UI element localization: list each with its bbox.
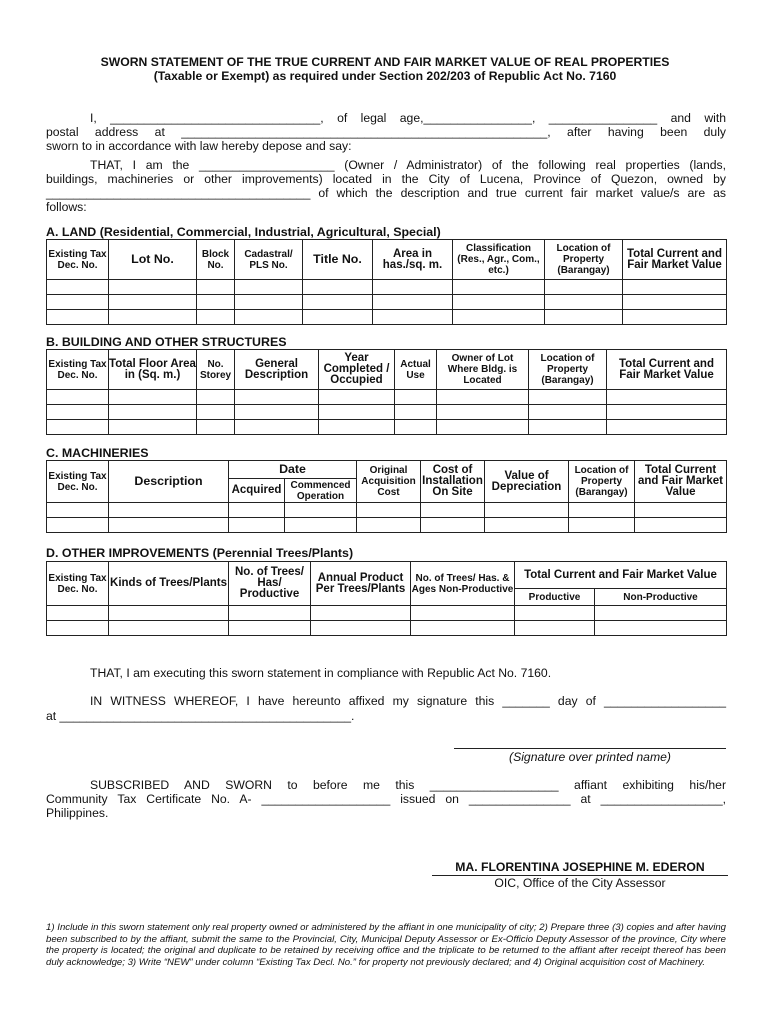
land-row[interactable] xyxy=(47,295,727,310)
form-subtitle: (Taxable or Exempt) as required under Section 202/203 of Republic Act No. 7160 xyxy=(153,69,617,83)
other-col-total-value: Total Current and Fair Market Value xyxy=(515,562,727,589)
witness-line-2[interactable]: at ___________________________________________. xyxy=(46,709,355,723)
compliance-statement: THAT, I am executing this sworn statement in compliance with Republic Act No. 7160. xyxy=(90,666,552,680)
machinery-row[interactable] xyxy=(47,518,727,533)
mach-col-location: Location of Property (Barangay) xyxy=(569,461,635,503)
other-col-nonproductive-no: No. of Trees/ Has. & Ages Non-Productive xyxy=(411,562,515,606)
section-d-heading: D. OTHER IMPROVEMENTS (Perennial Trees/Plants) xyxy=(46,546,354,560)
land-col-title: Title No. xyxy=(303,240,373,280)
land-row[interactable] xyxy=(47,280,727,295)
subscribed-line-2[interactable]: Community Tax Certificate No. A- ___________________ issued on _______________ at __________________, xyxy=(46,792,726,806)
subscribed-line-1[interactable]: SUBSCRIBED AND SWORN to before me this ___________________ affiant exhibiting his/her xyxy=(90,778,726,792)
mach-col-description: Description xyxy=(109,461,229,503)
other-col-kinds: Kinds of Trees/Plants xyxy=(109,562,229,606)
bldg-col-description: General Description xyxy=(235,350,319,390)
officer-name: MA. FLORENTINA JOSEPHINE M. EDERON xyxy=(455,860,705,874)
other-row[interactable] xyxy=(47,606,727,621)
affiant-signature-line[interactable] xyxy=(454,748,726,749)
bldg-col-year: Year Completed / Occupied xyxy=(319,350,395,390)
bldg-col-tax-dec: Existing Tax Dec. No. xyxy=(47,350,109,390)
land-col-lot: Lot No. xyxy=(109,240,197,280)
intro-line-4: THAT, I am the ____________________ (Owner / Administrator) of the following real properties (lands, xyxy=(90,158,726,172)
mach-col-install-cost: Cost of Installation On Site xyxy=(421,461,485,503)
mach-col-date: Date xyxy=(229,461,357,479)
mach-col-acq-cost: Original Acquisition Cost xyxy=(357,461,421,503)
other-col-annual-product: Annual Product Per Trees/Plants xyxy=(311,562,411,606)
subscribed-line-3: Philippines. xyxy=(46,806,109,820)
building-table xyxy=(46,349,727,435)
section-c-heading: C. MACHINERIES xyxy=(46,446,149,460)
land-col-location: Location of Property (Barangay) xyxy=(545,240,623,280)
building-row[interactable] xyxy=(47,390,727,405)
other-col-tax-dec: Existing Tax Dec. No. xyxy=(47,562,109,606)
other-row[interactable] xyxy=(47,621,727,636)
section-b-heading: B. BUILDING AND OTHER STRUCTURES xyxy=(46,335,287,349)
land-col-block: Block No. xyxy=(197,240,235,280)
other-improvements-table xyxy=(46,561,727,636)
land-table xyxy=(46,239,727,325)
signature-label: (Signature over printed name) xyxy=(509,750,671,764)
mach-col-total-value: Total Current and Fair Market Value xyxy=(635,461,727,503)
building-row[interactable] xyxy=(47,405,727,420)
mach-col-tax-dec: Existing Tax Dec. No. xyxy=(47,461,109,503)
bldg-col-floor-area: Total Floor Area in (Sq. m.) xyxy=(109,350,197,390)
land-row[interactable] xyxy=(47,310,727,325)
bldg-col-actual-use: Actual Use xyxy=(395,350,437,390)
other-col-productive: Productive xyxy=(515,589,595,606)
intro-line-6: _______________________________________ of which the description and true current fair market value/s are as xyxy=(46,186,726,200)
machinery-row[interactable] xyxy=(47,503,727,518)
building-row[interactable] xyxy=(47,420,727,435)
bldg-col-location: Location of Property (Barangay) xyxy=(529,350,607,390)
land-col-total-value: Total Current and Fair Market Value xyxy=(623,240,727,280)
other-col-non-productive: Non-Productive xyxy=(595,589,727,606)
intro-line-1: I, _______________________________, of legal age,________________, ________________ and with xyxy=(90,111,726,125)
intro-line-5: buildings, machineries or other improvements) located in the City of Lucena, Province of Quezon, owned by xyxy=(46,172,726,186)
intro-line-3: sworn to in accordance with law hereby depose and say: xyxy=(46,139,352,153)
intro-line-7: follows: xyxy=(46,200,87,214)
bldg-col-total-value: Total Current and Fair Market Value xyxy=(607,350,727,390)
land-col-classification: Classification (Res., Agr., Com., etc.) xyxy=(453,240,545,280)
mach-col-commenced: Commenced Operation xyxy=(285,479,357,503)
form-title: SWORN STATEMENT OF THE TRUE CURRENT AND FAIR MARKET VALUE OF REAL PROPERTIES xyxy=(100,55,670,69)
bldg-col-owner-lot: Owner of Lot Where Bldg. is Located xyxy=(437,350,529,390)
mach-col-depreciation: Value of Depreciation xyxy=(485,461,569,503)
land-col-cadastral: Cadastral/ PLS No. xyxy=(235,240,303,280)
land-col-tax-dec: Existing Tax Dec. No. xyxy=(47,240,109,280)
other-col-productive-no: No. of Trees/ Has/ Productive xyxy=(229,562,311,606)
land-col-area: Area in has./sq. m. xyxy=(373,240,453,280)
witness-line-1[interactable]: IN WITNESS WHEREOF, I have hereunto affixed my signature this _______ day of __________________ xyxy=(90,694,726,708)
section-a-heading: A. LAND (Residential, Commercial, Industrial, Agricultural, Special) xyxy=(46,225,441,239)
officer-title: OIC, Office of the City Assessor xyxy=(494,876,666,890)
footnote: 1) Include in this sworn statement only real property owned or administered by the affiant in one municipality of city; 2) Prepare three (3) copies and after having been subscribed to by the affiant, submit the same to the Provincial, City, Municipal Deputy Assessor or Ex-Officio Deputy Assessor of the province, City where the property is located; the original and duplicate to be retained by receiving office and the triplicate to be returned to the affiant after receipt thereof has been duly acknowledge; 3) Write “NEW” under column “Existing Tax Decl. No.” for property not previously declared; and 4) Original acquisition cost of Machinery. xyxy=(46,922,726,968)
intro-line-2: postal address at ______________________________________________________, after having been duly xyxy=(46,125,726,139)
machineries-table xyxy=(46,460,727,533)
bldg-col-storey: No. Storey xyxy=(197,350,235,390)
mach-col-acquired: Acquired xyxy=(229,479,285,503)
